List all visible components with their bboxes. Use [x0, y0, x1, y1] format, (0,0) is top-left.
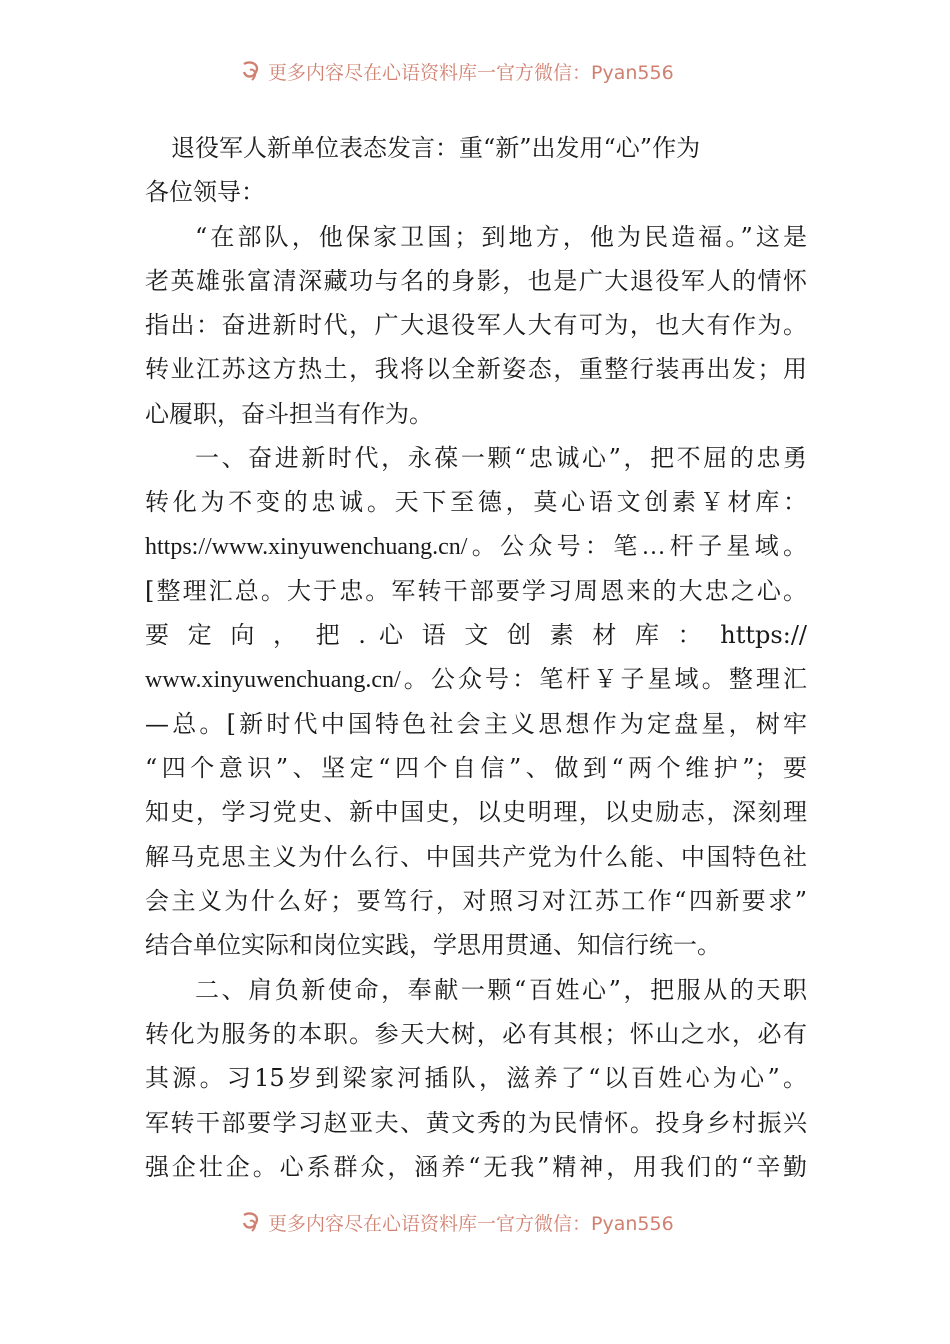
- document-title: 退役军人新单位表态发言：重“新”出发用“心”作为: [171, 134, 701, 162]
- logo-icon: [238, 1209, 264, 1235]
- paragraph-line: 转化为服务的本职。参天大树，必有其根；怀山之水，必有: [145, 1019, 807, 1048]
- watermark-text: 更多内容尽在心语资料库一官方微信：Pyan556: [268, 1212, 674, 1235]
- paragraph-line: [整理汇总。大于忠。军转干部要学习周恩来的大忠之心。: [145, 576, 807, 605]
- salutation: 各位领导：: [145, 178, 265, 207]
- watermark-text: 更多内容尽在心语资料库一官方微信：Pyan556: [268, 61, 674, 84]
- paragraph-line: 转化为不变的忠诚。天下至德，莫心语文创素￥材库：: [145, 488, 807, 517]
- paragraph-line: “四个意识”、坚定“四个自信”、做到“两个维护”；要: [145, 754, 807, 783]
- paragraph-line: 要 定 向 ， 把 . 心 语 文 创 素 材 库 ： https://: [145, 621, 807, 650]
- footer-watermark: [238, 1207, 738, 1237]
- paragraph-line: 结合单位实际和岗位实践，学思用贯通、知信行统一。: [145, 931, 721, 960]
- paragraph-line: 强企壮企。心系群众，涵养“无我”精神，用我们的“辛勤: [145, 1152, 807, 1181]
- document-body: [145, 126, 807, 1189]
- paragraph-line: www.xinyuwenchuang.cn/。公众号：笔杆￥子星域。整理汇: [145, 666, 807, 693]
- logo-icon: [238, 58, 264, 84]
- paragraph-line: 解马克思主义为什么行、中国共产党为什么能、中国特色社: [145, 842, 807, 871]
- paragraph-line: 知史，学习党史、新中国史，以史明理，以史励志，深刻理: [145, 798, 807, 827]
- header-watermark: [238, 56, 738, 86]
- paragraph-line: 老英雄张富清深藏功与名的身影，也是广大退役军人的情怀: [145, 266, 807, 295]
- paragraph-line: https://www.xinyuwenchuang.cn/。公众号：笔…杆子星域。: [145, 533, 807, 560]
- paragraph-line: 心履职，奋斗担当有作为。: [145, 399, 433, 428]
- paragraph-line: 军转干部要学习赵亚夫、黄文秀的为民情怀。投身乡村振兴: [145, 1108, 807, 1137]
- paragraph-line: —总。[新时代中国特色社会主义思想作为定盘星，树牢: [145, 709, 807, 738]
- section-heading-one: 一、奋进新时代，永葆一颗“忠诚心”，把不屈的忠勇: [195, 444, 807, 473]
- paragraph-line: 会主义为什么好；要笃行，对照习对江苏工作“四新要求”: [145, 887, 807, 916]
- paragraph-line: 其源。习15岁到梁家河插队，滋养了“以百姓心为心”。: [145, 1064, 807, 1093]
- section-heading-two: 二、肩负新使命，奉献一颗“百姓心”，把服从的天职: [195, 975, 807, 1004]
- paragraph-line: 指出：奋进新时代，广大退役军人大有可为，也大有作为。: [145, 311, 807, 340]
- paragraph-line: 转业江苏这方热土，我将以全新姿态，重整行装再出发；用: [145, 355, 807, 384]
- paragraph-line: “在部队，他保家卫国；到地方，他为民造福。”这是: [195, 222, 807, 251]
